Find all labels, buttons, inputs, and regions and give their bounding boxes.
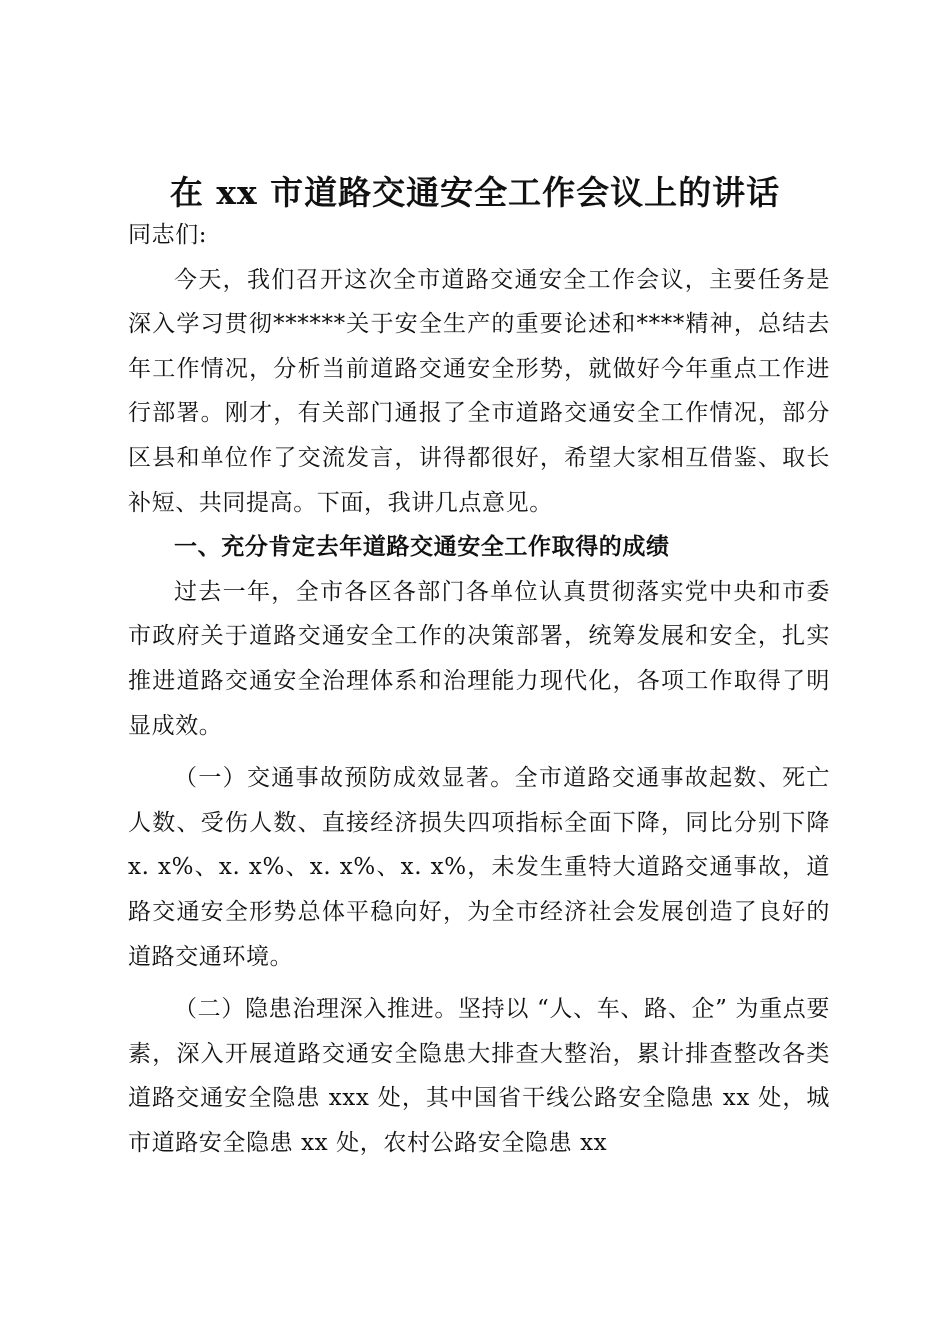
- salutation: 同志们:: [128, 222, 208, 248]
- section-heading-1: 一、充分肯定去年道路交通安全工作取得的成绩: [174, 533, 670, 561]
- section-1-item-1-paragraph: （一）交通事故预防成效显著。全市道路交通事故起数、死亡人数、受伤人数、直接经济损失四项指标全面下降，同比分别下降 x. x%、x. x%、x. x%、x. x%，未发生重特大道路交通事故，道路交通安全形势总体平稳向好，为全市经济社会发展创造了良好的道路交通环境。: [128, 765, 830, 970]
- document-title: 在 xx 市道路交通安全工作会议上的讲话: [169, 173, 781, 212]
- section-1-item-2-paragraph: （二）隐患治理深入推进。坚持以 “人、车、路、企” 为重点要素，深入开展道路交通安全隐患大排查大整治，累计排查整改各类道路交通安全隐患 xxx 处，其中国省干线公路安全隐患 xx 处，城市道路安全隐患 xx 处，农村公路安全隐患 xx: [128, 996, 830, 1156]
- opening-paragraph: 今天，我们召开这次全市道路交通安全工作会议，主要任务是深入学习贯彻******关于安全生产的重要论述和****精神，总结去年工作情况，分析当前道路交通安全形势，就做好今年重点工作进行部署。刚才，有关部门通报了全市道路交通安全工作情况，部分区县和单位作了交流发言，讲得都很好，希望大家相互借鉴、取长补短、共同提高。下面，我讲几点意见。: [128, 266, 830, 516]
- document-body: [128, 213, 830, 1165]
- section-1-intro-paragraph: 过去一年，全市各区各部门各单位认真贯彻落实党中央和市委市政府关于道路交通安全工作的决策部署，统筹发展和安全，扎实推进道路交通安全治理体系和治理能力现代化，各项工作取得了明显成效。: [128, 578, 830, 739]
